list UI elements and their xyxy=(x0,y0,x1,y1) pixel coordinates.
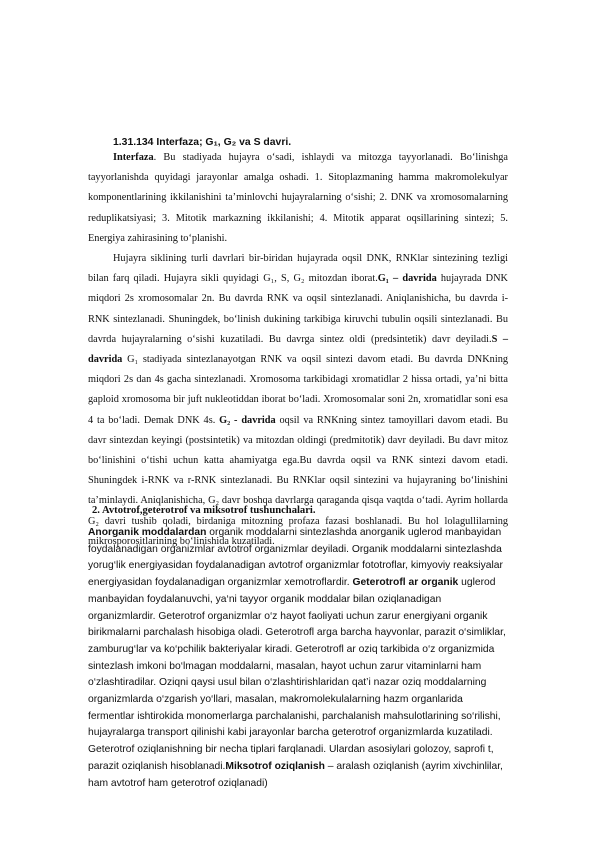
term-inorganic: Anorganik moddalardan xyxy=(88,527,207,538)
term-heterotrophs: Geterotrofl ar organik xyxy=(352,577,459,589)
paragraph-text: uglerod manbayidan foydalanuvchi, ya‘ni tayyor organik moddalar bilan oziqlanadigan organizmlardir. Geterotrof organizmlar o‘z hayot faoliyati uchun zarur energiyani organik birikmalarni parchalash hisobiga oladi. Geterotrofl arga barcha hayvonlar, parazit o‘simliklar, zamburug‘lar va ko‘pchilik bakteriyalar kiradi. Geterotrofl ar oziq tarkibida o‘z organizmida sintezlash imkoni bo‘lmagan moddalarni, masalan, hayot uchun zarur vitaminlarni ham o‘zlashtiradilar. Oziqni qaysi usul bilan o‘zlashtirishlaridan qat’i nazar oziq moddalarning organizmlarda o‘zgarish yo‘llari, masalan, makromolekulalarning hazm organlarida fermentlar ishtirokida monomerlarga parchalanishi, parchalanish mahsulotlarining so‘rilishi, hujayralarga transport qilinishi kabi jarayonlar barcha geterotrof organizmlarda kuzatiladi. Geterotrof oziqlanishning bir necha tiplari farqlanadi. Ulardan asosiylari golozoy, saprofi t, parazit oziqlanish hisoblanadi. xyxy=(88,577,506,772)
section-heading-interphase: 1.31.134 Interfaza; G₁, G₂ va S davri. xyxy=(113,137,292,148)
term-mixotrophic: Miksotrof oziqlanish xyxy=(225,760,325,772)
paragraph-interphase xyxy=(88,148,508,249)
paragraph-text: . Bu stadiyada hujayra o‘sadi, ishlaydi va mitozga tayyorlanadi. Bo‘linishga tayyorlanishda quyidagi jarayonlar amalga oshadi. 1. Sitoplazmaning hamma makromolekulyar komponentlarining ikkilanishini ta’minlovchi hujayralarning o‘sishi; 2. DNK va xromosomalarning reduplikatsiyasi; 3. Mitotik markazning ikkilanishi; 4. Mitotik apparat oqsillarining sintezi; 5. Energiya zahirasining to‘planishi. xyxy=(88,152,508,244)
paragraph-nutrition xyxy=(88,525,510,792)
paragraph-text: oqsil va RNKning sintez tamoyillari davom etadi. Bu davr sintezdan keyingi (postsintetik) va mitozdan oldingi (predmitotik) davr deyiladi. Bu davr mitoz bo‘linishini o‘tishi uchun katta ahamiyatga ega.Bu davrda oqsil va RNK sintezi davom etadi. Shuningdek i-RNK va r-RNK sintezlanadi. Bu RNKlar oqsil sintezini va hujayraning bo‘linishini ta’minlaydi. Aniqlanishicha, G₂ davr boshqa davrlarga qaraganda qisqa vaqtda o‘tadi. Ayrim hollarda G₂ davri tushib qoladi, birdaniga mitozning profaza fazasi boshlanadi. Bu hol lolagullilarning mikrosporositlarining bo‘linishida kuzatiladi. xyxy=(88,414,508,547)
paragraph-text: organik moddalarni sintezlashda anorganik uglerod manbayidan foydalanadigan organizmlar avtotrof organizmlar deyiladi. Organik moddalarni sintezlashda yorug‘lik energiyasidan foydalanadigan avtotrof organizmlar fototroflar, kimyoviy reaksiyalar energiyasidan foydalanadigan organizmlar xemotroflardir. xyxy=(88,527,503,589)
paragraph-text: G₁ stadiyada sintezlanayotgan RNK va oqsil sintezi davom etadi. Bu davrda DNKning miqdori 2s dan 4s gacha sintezlanadi. Xromosoma tarkibidagi xromatidlar 2 hissa ortadi, ya’ni bitta gaploid xromosoma bir juft nukleotiddan iborat bo‘ladi. Xromosomalar soni 2n, xromatidlar soni esa 4 ta bo‘ladi. Demak DNK 4s. xyxy=(88,354,508,426)
paragraph-text: – aralash oziqlanish (ayrim xivchinlilar, ham avtotrof ham geterotrof oziqlanadi) xyxy=(88,760,503,789)
term-interfaza: Interfaza xyxy=(113,152,154,163)
term-s-period: S – davrida xyxy=(88,333,509,366)
term-g1-period: G₁ – davrida xyxy=(377,273,437,285)
paragraph-text: hujayrada DNK miqdori 2s xromosomalar 2n. Bu davrda RNK va oqsil sintezlanadi. Aniqlanishicha, bu davrda i-RNK sintezlanadi. Shuningdek, bo‘linish dukining tarkibiga kiruvchi tubulin oqsili sintezlanadi. Bu davrda hujayralarning o‘sishi kuzatiladi. Bu davrga sintez oldi (predsintetik) davr deyiladi. xyxy=(88,273,508,345)
paragraph-text: Hujayra siklining turli davrlari bir-biridan hujayrada oqsil DNK, RNKlar sintezining tezligi bilan farq qiladi. Hujayra sikli quyidagi G₁, S, G₂ mitozdan iborat. xyxy=(88,253,508,285)
term-g2-period: G₂ - davrida xyxy=(219,414,276,426)
section-heading-nutrition: 2. Avtotrof,geterotrof va miksotrof tushunchalari. xyxy=(92,505,316,516)
